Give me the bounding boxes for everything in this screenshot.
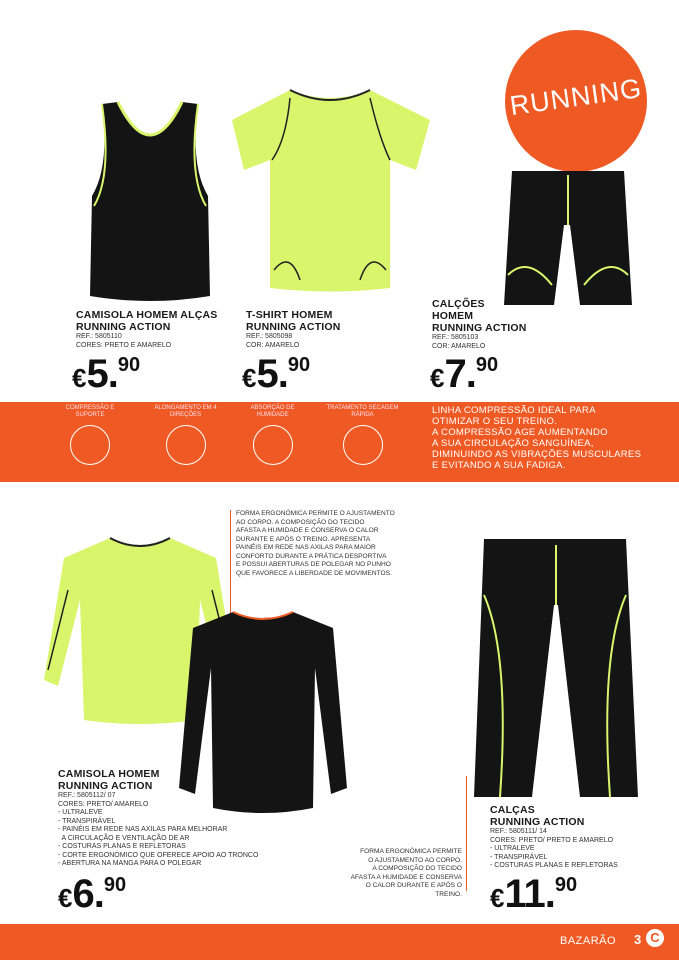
- price-tank-top: €5.90: [72, 352, 141, 396]
- tshirt-image: [230, 80, 435, 295]
- product-name: CAMISOLA HOMEM: [58, 768, 160, 780]
- product-tank-top: [76, 309, 236, 350]
- feature-stretch: ALONGAMENTO EM 4 DIREÇÕES: [148, 405, 223, 465]
- product-shorts: [432, 298, 592, 351]
- product-color: COR: AMARELO: [432, 342, 486, 350]
- product-name: T-SHIRT HOMEM: [246, 309, 333, 321]
- product-ref: REF.: 5805112/ 07: [58, 792, 116, 799]
- product-line: RUNNING ACTION: [76, 321, 171, 333]
- compression-description: LINHA COMPRESSÃO IDEAL PARA OTIMIZAR O SEU TREINO. A COMPRESSÃO AGE AUMENTANDO A SUA CIRCULAÇÃO SANGUÍNEA, DIMINUINDO AS VIBRAÇÕES MUSCULARES E EVITANDO A SUA FADIGA.: [432, 405, 642, 471]
- shorts-image: [498, 165, 638, 315]
- product-ref: REF.: 5805111/ 14: [490, 828, 547, 835]
- quick-dry-icon: [343, 425, 383, 465]
- product-ref: REF.: 5805103: [432, 334, 479, 341]
- price-shorts: €7.90: [430, 352, 499, 396]
- product-ref: REF.: 5805098: [246, 333, 293, 340]
- product-line: RUNNING ACTION: [490, 816, 585, 828]
- running-badge: RUNNING: [505, 30, 647, 172]
- pants-image: [470, 535, 645, 805]
- product-line: RUNNING ACTION: [246, 321, 341, 333]
- water-drops-icon: [253, 425, 293, 465]
- product-color: CORES: PRETO/ AMARELO: [58, 800, 149, 808]
- feature-humidity: ABSORÇÃO DE HUMIDADE: [235, 405, 310, 465]
- product-line: RUNNING ACTION: [58, 780, 153, 792]
- product-tshirt: [246, 309, 406, 350]
- page-number: 3: [634, 932, 642, 947]
- footer-brand: BAZARÃO: [560, 935, 617, 947]
- product-ref: REF.: 5805110: [76, 333, 122, 340]
- continente-logo-icon: C: [646, 929, 664, 947]
- product-longsleeve: CAMISOLA HOMEM RUNNING ACTION REF.: 5805112/ 07 CORES: PRETO/ AMARELO - ULTRALEVE - TRANSPIRÁVEL - PAINÉIS EM REDE NAS AXILAS PARA MELHORAR A CIRCULAÇÃO E VENTILAÇÃO DE AR - COSTURAS PLANAS E REFLETORAS - CORTE ERGONÓMICO QUE OFERECE APOIO AO TRONCO - ABERTURA NA MANGA PARA O POLEGAR: [58, 768, 278, 869]
- price-pants: €11.90: [490, 872, 578, 916]
- compression-icon: [70, 425, 110, 465]
- four-way-arrows-icon: [166, 425, 206, 465]
- product-name: CAMISOLA HOMEM ALÇAS: [76, 309, 218, 321]
- price-tshirt: €5.90: [242, 352, 311, 396]
- product-pants: CALÇAS RUNNING ACTION REF.: 5805111/ 14 CORES: PRETO/ PRETO E AMARELO - ULTRALEVE - TRANSPIRÁVEL - COSTURAS PLANAS E REFLETORAS: [490, 804, 670, 871]
- product-color: COR: AMARELO: [246, 341, 300, 349]
- callout-leader-bottom: [466, 776, 467, 891]
- callout-top-text: FORMA ERGONÓMICA PERMITE O AJUSTAMENTO AO CORPO. A COMPOSIÇÃO DO TECIDO AFASTA A HUMIDADE E CONSERVA O CALOR DURANTE E APÓS O TREINO. APRESENTA PAINÉIS EM REDE NAS AXILAS PARA MAIOR CONFORTO DURANTE A PRÁTICA DESPORTIVA E POSSUI ABERTURAS DE POLEGAR NO PUNHO QUE FAVORECE A LIBERDADE DE MOVIMENTOS.: [236, 510, 395, 577]
- product-name: CALÇAS: [490, 804, 535, 816]
- product-name-2: HOMEM: [432, 310, 474, 322]
- product-name: CALÇÕES: [432, 298, 485, 310]
- product-line: RUNNING ACTION: [432, 322, 527, 334]
- tank-top-image: [70, 96, 230, 301]
- product-color: CORES: PRETO/ PRETO E AMARELO: [490, 836, 614, 844]
- callout-bottom-text: FORMA ERGONÓMICA PERMITE O AJUSTAMENTO AO CORPO. A COMPOSIÇÃO DO TECIDO AFASTA A HUMIDADE E CONSERVA O CALOR DURANTE E APÓS O TREINO.: [350, 848, 462, 898]
- feature-quick-dry: TRATAMENTO SECAGEM RÁPIDA: [325, 405, 400, 465]
- feature-compression: COMPRESSÃO E SUPORTE: [55, 405, 125, 465]
- product-color: CORES: PRETO E AMARELO: [76, 341, 172, 349]
- price-longsleeve: €6.90: [58, 872, 127, 916]
